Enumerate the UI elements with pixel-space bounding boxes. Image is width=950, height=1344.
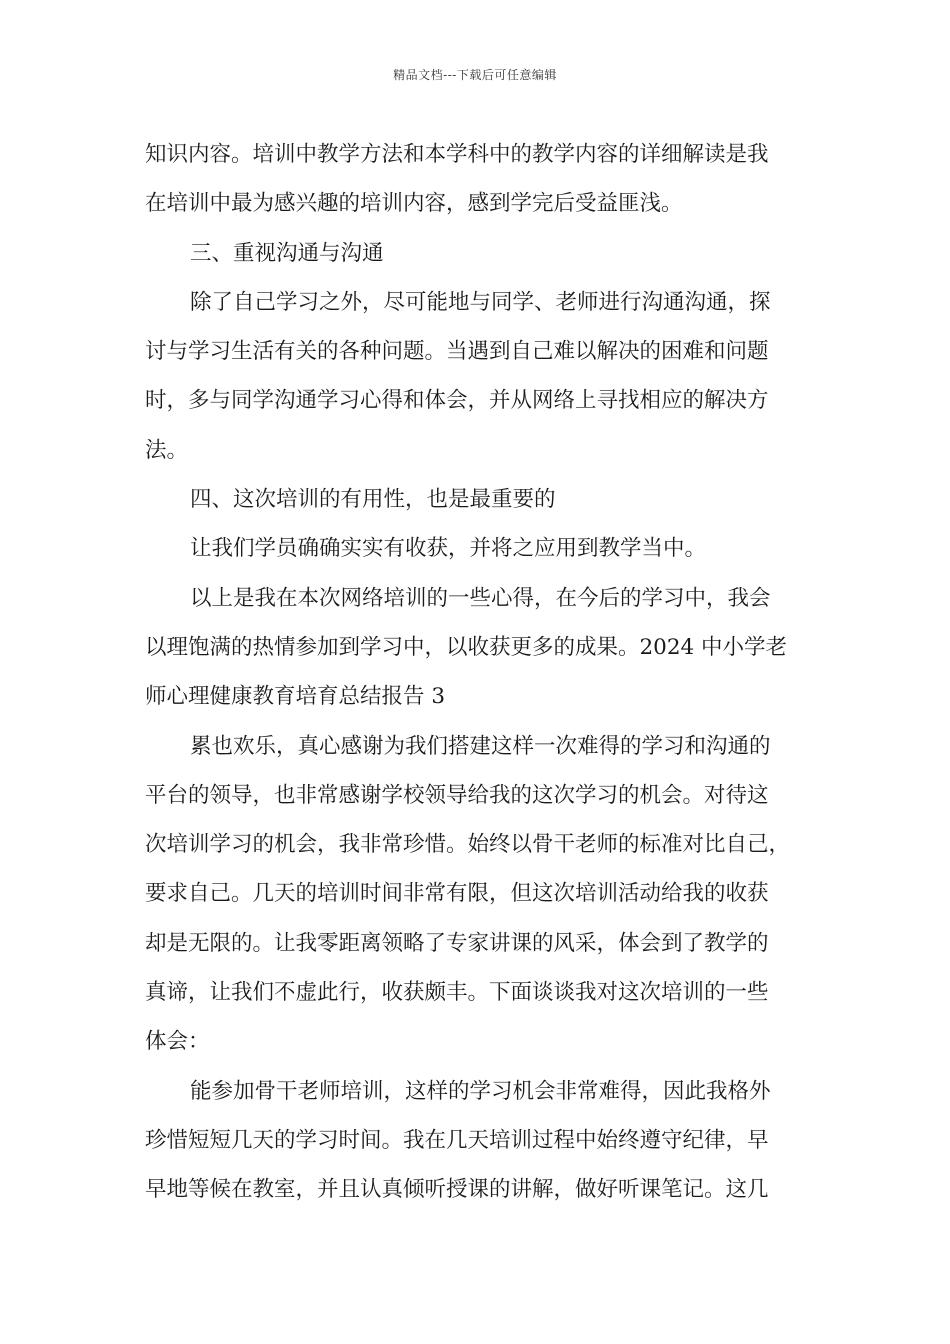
text-line: 让我们学员确确实实有收获，并将之应用到教学当中。 [190,536,707,562]
text-line: 平台的领导，也非常感谢学校领导给我的这次学习的机会。对待这 [145,782,769,808]
text-line: 知识内容。培训中教学方法和本学科中的教学内容的详细解读是我 [145,142,769,167]
text-line: 三、重视沟通与沟通 [190,240,384,266]
text-line: 除了自己学习之外，尽可能地与同学、老师进行沟通沟通，探 [190,289,771,315]
text-line: 以上是我在本次网络培训的一些心得，在今后的学习中，我会 [190,585,771,611]
text-line: 要求自己。几天的培训时间非常有限，但这次培训活动给我的收获 [145,881,769,907]
text-line: 体会： [145,1029,210,1055]
text-line: 真谛，让我们不虚此行，收获颇丰。下面谈谈我对这次培训的一些 [145,980,769,1006]
text-line: 讨与学习生活有关的各种问题。当遇到自己难以解决的困难和问题 [145,339,769,365]
text-line: 累也欢乐，真心感谢为我们搭建这样一次难得的学习和沟通的 [190,733,771,759]
text-line: 能参加骨干老师培训，这样的学习机会非常难得，因此我格外 [190,1078,771,1104]
text-line: 在培训中最为感兴趣的培训内容，感到学完后受益匪浅。 [145,191,683,217]
text-line: 早地等候在教室，并且认真倾听授课的讲解，做好听课笔记。这几 [145,1177,769,1203]
text-line: 法。 [145,437,189,463]
text-line: 次培训学习的机会，我非常珍惜。始终以骨干老师的标准对比自己， [145,832,791,858]
text-line: 时，多与同学沟通学习心得和体会，并从网络上寻找相应的解决方 [145,388,769,414]
text-line: 四、这次培训的有用性，也是最重要的 [190,487,556,513]
text-line: 师心理健康教育培育总结报告 3 [145,684,446,710]
text-line: 却是无限的。让我零距离领略了专家讲课的风采，体会到了教学的 [145,930,769,956]
page-header: 精品文档---下载后可任意编辑 [393,68,557,82]
text-line: 以理饱满的热情参加到学习中，以收获更多的成果。2024 中小学老 [145,634,788,660]
text-line: 珍惜短短几天的学习时间。我在几天培训过程中始终遵守纪律，早 [145,1127,769,1153]
document-body [145,130,810,1215]
